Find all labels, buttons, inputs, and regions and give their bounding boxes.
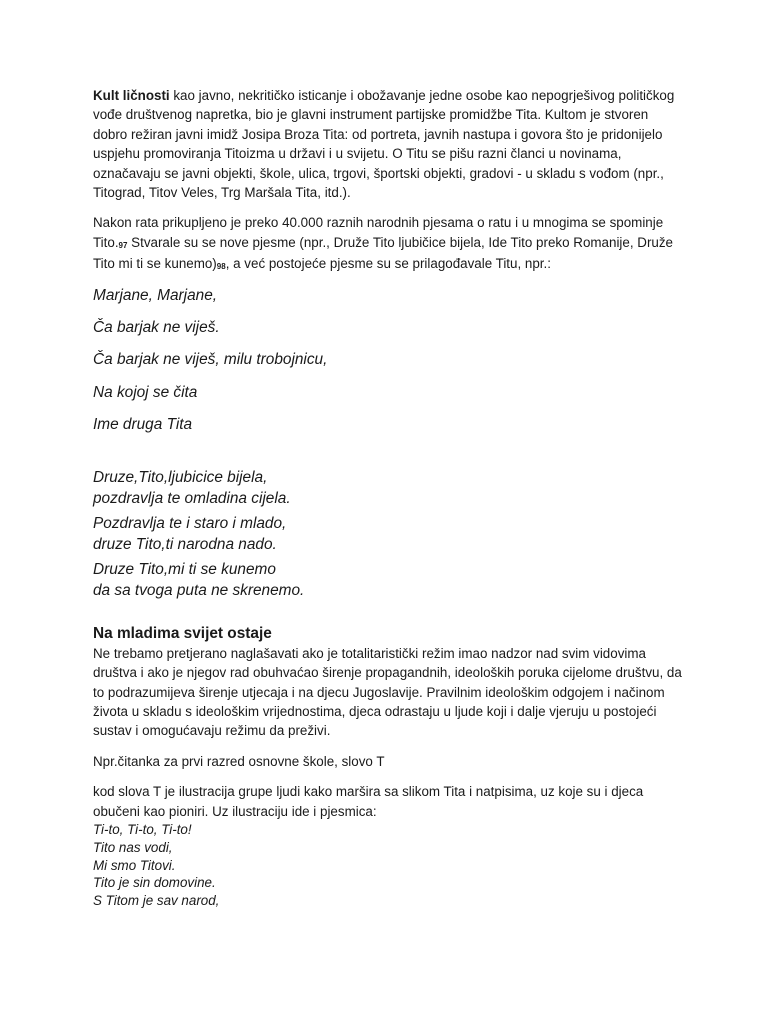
poem-stanza xyxy=(93,559,683,601)
paragraph-text: , a već postojeće pjesme su se prilagođavale Titu, npr.: xyxy=(225,256,551,272)
paragraph-text: Stvarale su se nove pjesme (npr., Druže Tito ljubičice bijela, Ide Tito preko Romanije, Druže Tito mi ti se kunemo) xyxy=(93,234,674,272)
poem-line: Ča barjak ne viješ, milu trobojnicu, xyxy=(93,351,328,369)
poem-line: Mi smo Titovi. xyxy=(93,857,176,873)
poem-line: Tito nas vodi, xyxy=(93,839,173,855)
paragraph-cult-of-personality xyxy=(93,86,683,202)
poem-line: pozdravlja te omladina cijela. xyxy=(93,489,291,507)
footnote-ref-98: 98 xyxy=(216,262,226,272)
poem-line: Marjane, Marjane, xyxy=(93,286,218,304)
paragraph-text: kao javno, nekritičko isticanje i obožavanje jedne osobe kao nepogrješivog političkog vođe društvenog napretka, bio je glavni instrument partijske promidžbe Tita. Kultom je stvoren dobro režiran javni imidž Josipa Broza Tita: od portreta, javnih nastupa i govora što je pridonijelo uspjehu promoviranja Titoizma u državi i u svijetu. O Titu se pišu razni članci u novinama, označavaju se javni objekti, škole, ulica, trgovi, športski objekti, gradovi - u skladu s vođom (npr., Titograd, Titov Veles, Trg Maršala Tita, itd.). xyxy=(93,88,675,201)
poem-marjane xyxy=(93,286,683,435)
poem-line: druze Tito,ti narodna nado. xyxy=(93,535,277,553)
poem-ti-to xyxy=(93,821,683,910)
paragraph-illustration: kod slova T je ilustracija grupe ljudi kako maršira sa slikom Tita i natpisima, uz koje su i djeca obučeni kao pioniri. Uz ilustraciju ide i pjesmica: xyxy=(93,784,644,819)
poem-stanza xyxy=(93,513,683,555)
poem-line: Druze Tito,mi ti se kunemo xyxy=(93,560,276,578)
poem-line: Tito je sin domovine. xyxy=(93,875,216,891)
footnote-ref-97: 97 xyxy=(118,240,128,250)
paragraph-text: Nakon rata prikupljeno je preko 40.000 raznih narodnih pjesama o ratu i u mnogima se spominje Tito. xyxy=(93,215,664,250)
poem-line: Ča barjak ne viješ. xyxy=(93,318,220,336)
poem-line: S Titom je sav narod, xyxy=(93,893,220,909)
document-page xyxy=(93,86,683,910)
poem-line: Ti-to, Ti-to, Ti-to! xyxy=(93,822,192,838)
poem-druze-tito xyxy=(93,467,683,601)
poem-line: Na kojoj se čita xyxy=(93,383,198,401)
poem-line: da sa tvoga puta ne skrenemo. xyxy=(93,581,305,599)
poem-stanza xyxy=(93,467,683,509)
paragraph-folk-songs xyxy=(93,213,683,275)
poem-line: Druze,Tito,ljubicice bijela, xyxy=(93,468,268,486)
poem-line: Ime druga Tita xyxy=(93,415,193,433)
paragraph-youth: Ne trebamo pretjerano naglašavati ako je totalitaristički režim imao nadzor nad svim vidovima društva i ako je njegov rad obuhvaćao širenje propagandnih, ideoloških poruka cijelome društvu, da to podrazumijeva širenje utjecaja i na djecu Jugoslavije. Pravilnim ideološkim odgojem i načinom života u skladu s ideološkim vrijednostima, djeca odrastaju u ljude koji i dalje vjeruju u postojeći sustav i omogućavaju režimu da preživi. xyxy=(93,645,682,739)
paragraph-reader-example: Npr.čitanka za prvi razred osnovne škole, slovo T xyxy=(93,753,385,769)
term-kult-licnosti: Kult ličnosti xyxy=(93,88,170,103)
poem-line: Pozdravlja te i staro i mlado, xyxy=(93,514,287,532)
section-heading: Na mladima svijet ostaje xyxy=(93,624,272,642)
